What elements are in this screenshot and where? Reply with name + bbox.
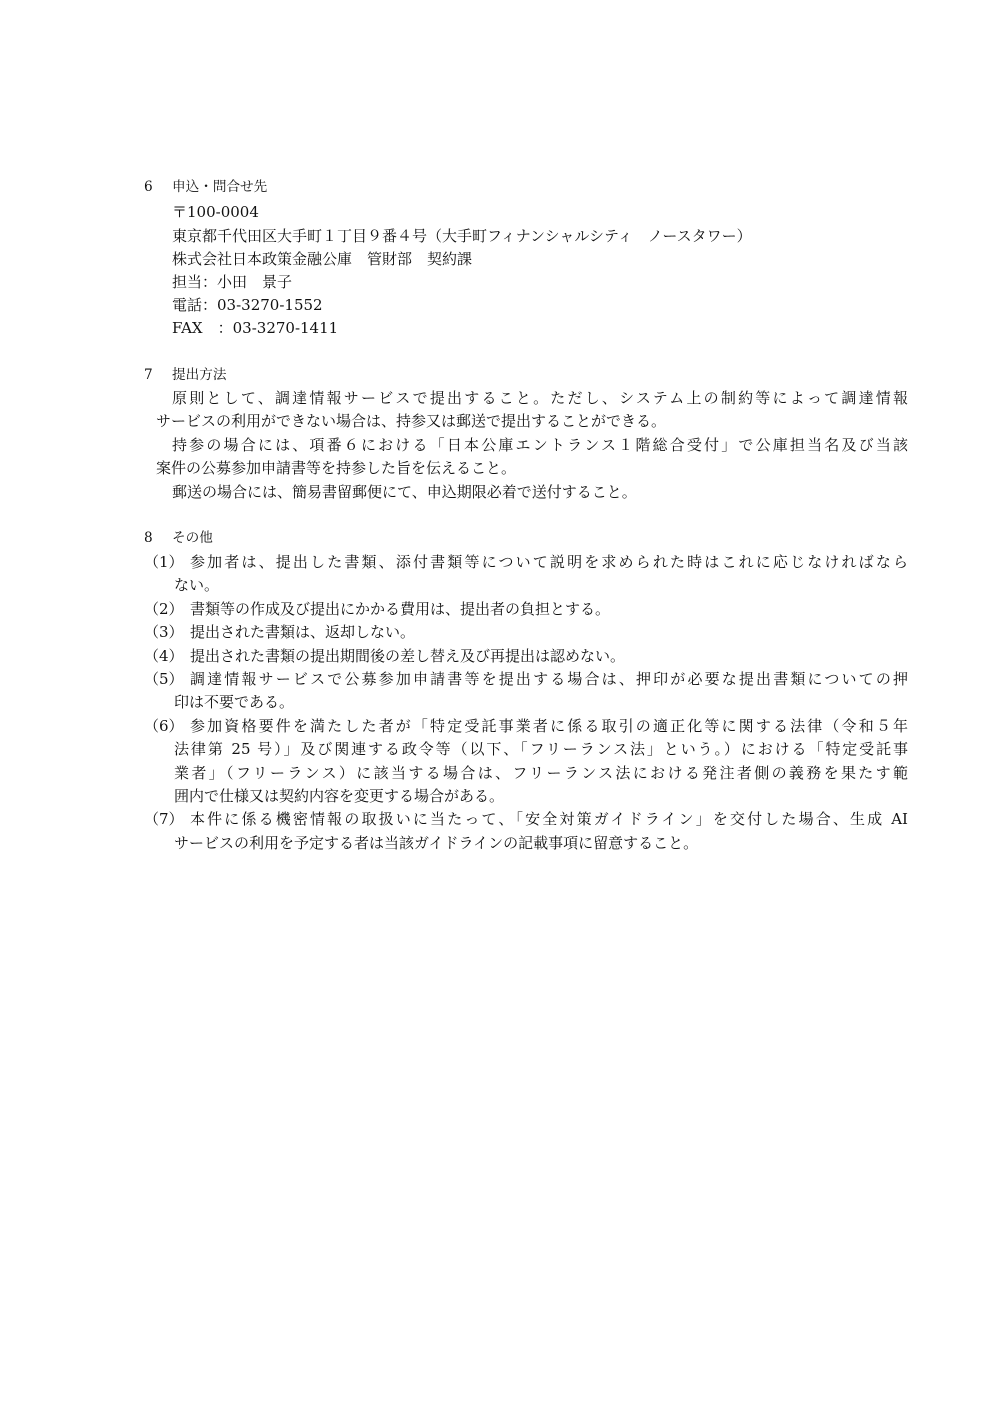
contact-person: 担当：小田 景子: [172, 273, 293, 291]
section-6-heading: [0, 176, 1000, 198]
item-2-line-1: 書類等の作成及び提出にかかる費用は、提出者の負担とする。: [190, 600, 611, 618]
item-6-label: （6）: [144, 717, 184, 735]
item-5-line-2: 印は不要である。: [174, 693, 295, 711]
item-4-label: （4）: [144, 647, 184, 665]
section-6-title: 申込・問合せ先: [172, 179, 268, 195]
organization: 株式会社日本政策金融公庫 管財部 契約課: [172, 250, 473, 268]
section-8-number: 8: [144, 530, 153, 546]
address: 東京都千代田区大手町１丁目９番４号（大手町フィナンシャルシティ ノースタワー）: [172, 227, 752, 245]
item-6-line-4: 囲内で仕様又は契約内容を変更する場合がある。: [174, 787, 505, 805]
section-8-title: その他: [172, 530, 213, 546]
item-4-line-1: 提出された書類の提出期間後の差し替え及び再提出は認めない。: [190, 647, 626, 665]
section-7-heading: [0, 364, 1000, 386]
phone-number: 電話：03-3270-1552: [172, 296, 323, 314]
item-6-line-3: 業者」（フリーランス）に該当する場合は、フリーランス法における発注者側の義務を果たす範: [174, 764, 908, 782]
submission-paragraph-1-line-1: 原則として、調達情報サービスで提出すること。ただし、システム上の制約等によって調達情報: [172, 389, 908, 407]
section-7-number: 7: [144, 367, 153, 383]
fax-number: FAX ：03-3270-1411: [172, 319, 339, 337]
postal-code: 〒100-0004: [172, 203, 259, 221]
section-6-number: 6: [144, 179, 153, 195]
item-7-line-1: 本件に係る機密情報の取扱いに当たって、「安全対策ガイドライン」を交付した場合、生成 AI: [190, 810, 908, 828]
section-8-heading: [0, 527, 1000, 549]
item-1-line-2: ない。: [174, 576, 220, 594]
item-7-label: （7）: [144, 810, 184, 828]
section-7-title: 提出方法: [172, 367, 227, 383]
item-5-line-1: 調達情報サービスで公募参加申請書等を提出する場合は、押印が必要な提出書類についての押: [190, 670, 908, 688]
item-2-label: （2）: [144, 600, 184, 618]
item-5-label: （5）: [144, 670, 184, 688]
item-3-line-1: 提出された書類は、返却しない。: [190, 623, 416, 641]
item-7-line-2: サービスの利用を予定する者は当該ガイドラインの記載事項に留意すること。: [174, 834, 699, 852]
item-3-label: （3）: [144, 623, 184, 641]
submission-paragraph-1-line-2: サービスの利用ができない場合は、持参又は郵送で提出することができる。: [156, 412, 667, 430]
item-1-label: （1）: [144, 553, 184, 571]
submission-paragraph-2-line-2: 案件の公募参加申請書等を持参した旨を伝えること。: [156, 459, 517, 477]
item-1-line-1: 参加者は、提出した書類、添付書類等について説明を求められた時はこれに応じなければなら: [190, 553, 908, 571]
submission-paragraph-2-line-1: 持参の場合には、項番６における「日本公庫エントランス１階総合受付」で公庫担当名及び当該: [172, 436, 908, 454]
item-6-line-2: 法律第 25 号）」及び関連する政令等（以下、「フリーランス法」という。）における「特定受託事: [174, 740, 908, 758]
item-6-line-1: 参加資格要件を満たした者が「特定受託事業者に係る取引の適正化等に関する法律（令和５年: [190, 717, 908, 735]
submission-paragraph-3: 郵送の場合には、簡易書留郵便にて、申込期限必着で送付すること。: [172, 483, 637, 501]
